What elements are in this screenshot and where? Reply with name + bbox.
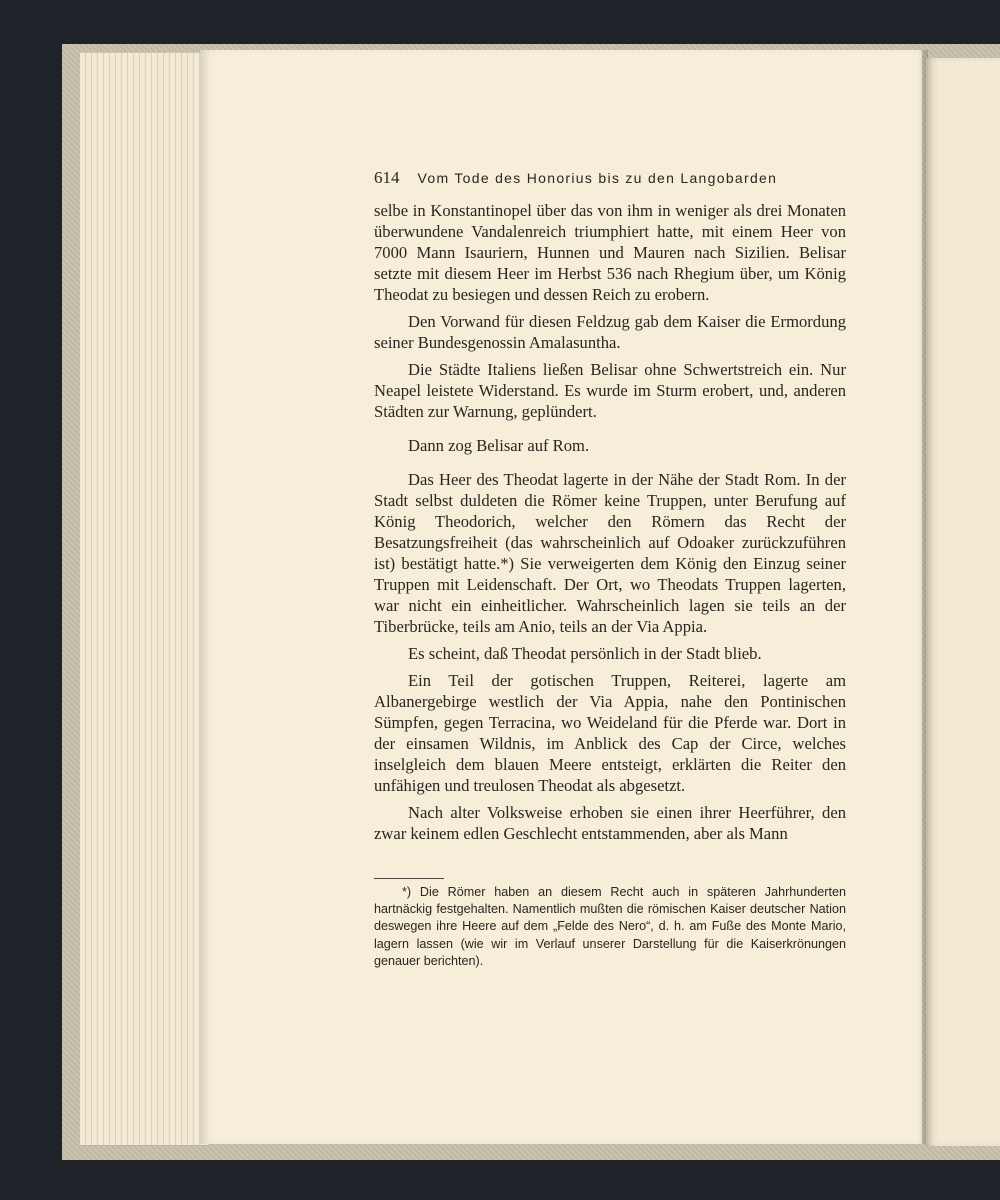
footnote-text: *) Die Römer haben an diesem Recht auch in späteren Jahrhunderten hartnäckig festgehalten. Namentlich mußten die römischen Kaiser deutscher Nation deswegen ihre Heere auf dem „Felde des Nero“, d. h. am Fuße des Monte Mario, lagern lassen (wie wir im Verlauf unserer Darstellung für die Kaiserkrönungen genauer berichten). [374,885,846,968]
running-head [374,168,854,188]
paragraph: Nach alter Volksweise erhoben sie einen ihrer Heerführer, den zwar keinem edlen Geschlecht entstammenden, aber als Mann [374,803,846,843]
footnote [374,884,846,970]
footnote-rule [374,878,444,879]
paragraph: selbe in Konstantinopel über das von ihm in weniger als drei Monaten überwundene Vandalenreich triumphiert hatte, mit einem Heer von 7000 Mann Isauriern, Hunnen und Mauren nach Sizilien. Belisar setzte mit diesem Heer im Herbst 536 nach Rhegium über, um König Theodat zu besiegen und dessen Reich zu erobern. [374,201,846,304]
paragraph: Die Städte Italiens ließen Belisar ohne Schwertstreich ein. Nur Neapel leistete Widerstand. Es wurde im Sturm erobert, und, anderen Städten zur Warnung, geplündert. [374,360,846,421]
page-edges [80,52,208,1146]
book-page-right-edge [926,58,1000,1146]
paragraph: Dann zog Belisar auf Rom. [408,436,590,455]
running-title: Vom Tode des Honorius bis zu den Langobarden [417,170,778,186]
paragraph: Das Heer des Theodat lagerte in der Nähe der Stadt Rom. In der Stadt selbst duldeten die Römer keine Truppen, unter Berufung auf König Theodorich, welcher den Römern das Recht der Besatzungsfreiheit (das wahrscheinlich auf Odoaker zurückzuführen ist) bestätigt hatte.*) Sie verweigerten dem König den Einzug seiner Truppen mit Leidenschaft. Der Ort, wo Theodats Truppen lagerten, war nicht ein einheitlicher. Wahrscheinlich lagen sie teils an der Tiberbrücke, teils am Anio, teils an der Via Appia. [374,470,846,636]
body-text [374,200,846,844]
page-number: 614 [374,168,400,187]
paragraph: Es scheint, daß Theodat persönlich in der Stadt blieb. [408,644,762,663]
paragraph: Ein Teil der gotischen Truppen, Reiterei, lagerte am Albanergebirge westlich der Via Appia, nahe den Pontinischen Sümpfen, gegen Terracina, wo Weideland für die Pferde war. Dort in der einsamen Wildnis, im Anblick des Cap der Circe, welches inselgleich dem blauen Meere entsteigt, erklärten die Reiter den unfähigen und treulosen Theodat als abgesetzt. [374,671,846,795]
paragraph: Den Vorwand für diesen Feldzug gab dem Kaiser die Ermordung seiner Bundesgenossin Amalasuntha. [374,312,846,352]
